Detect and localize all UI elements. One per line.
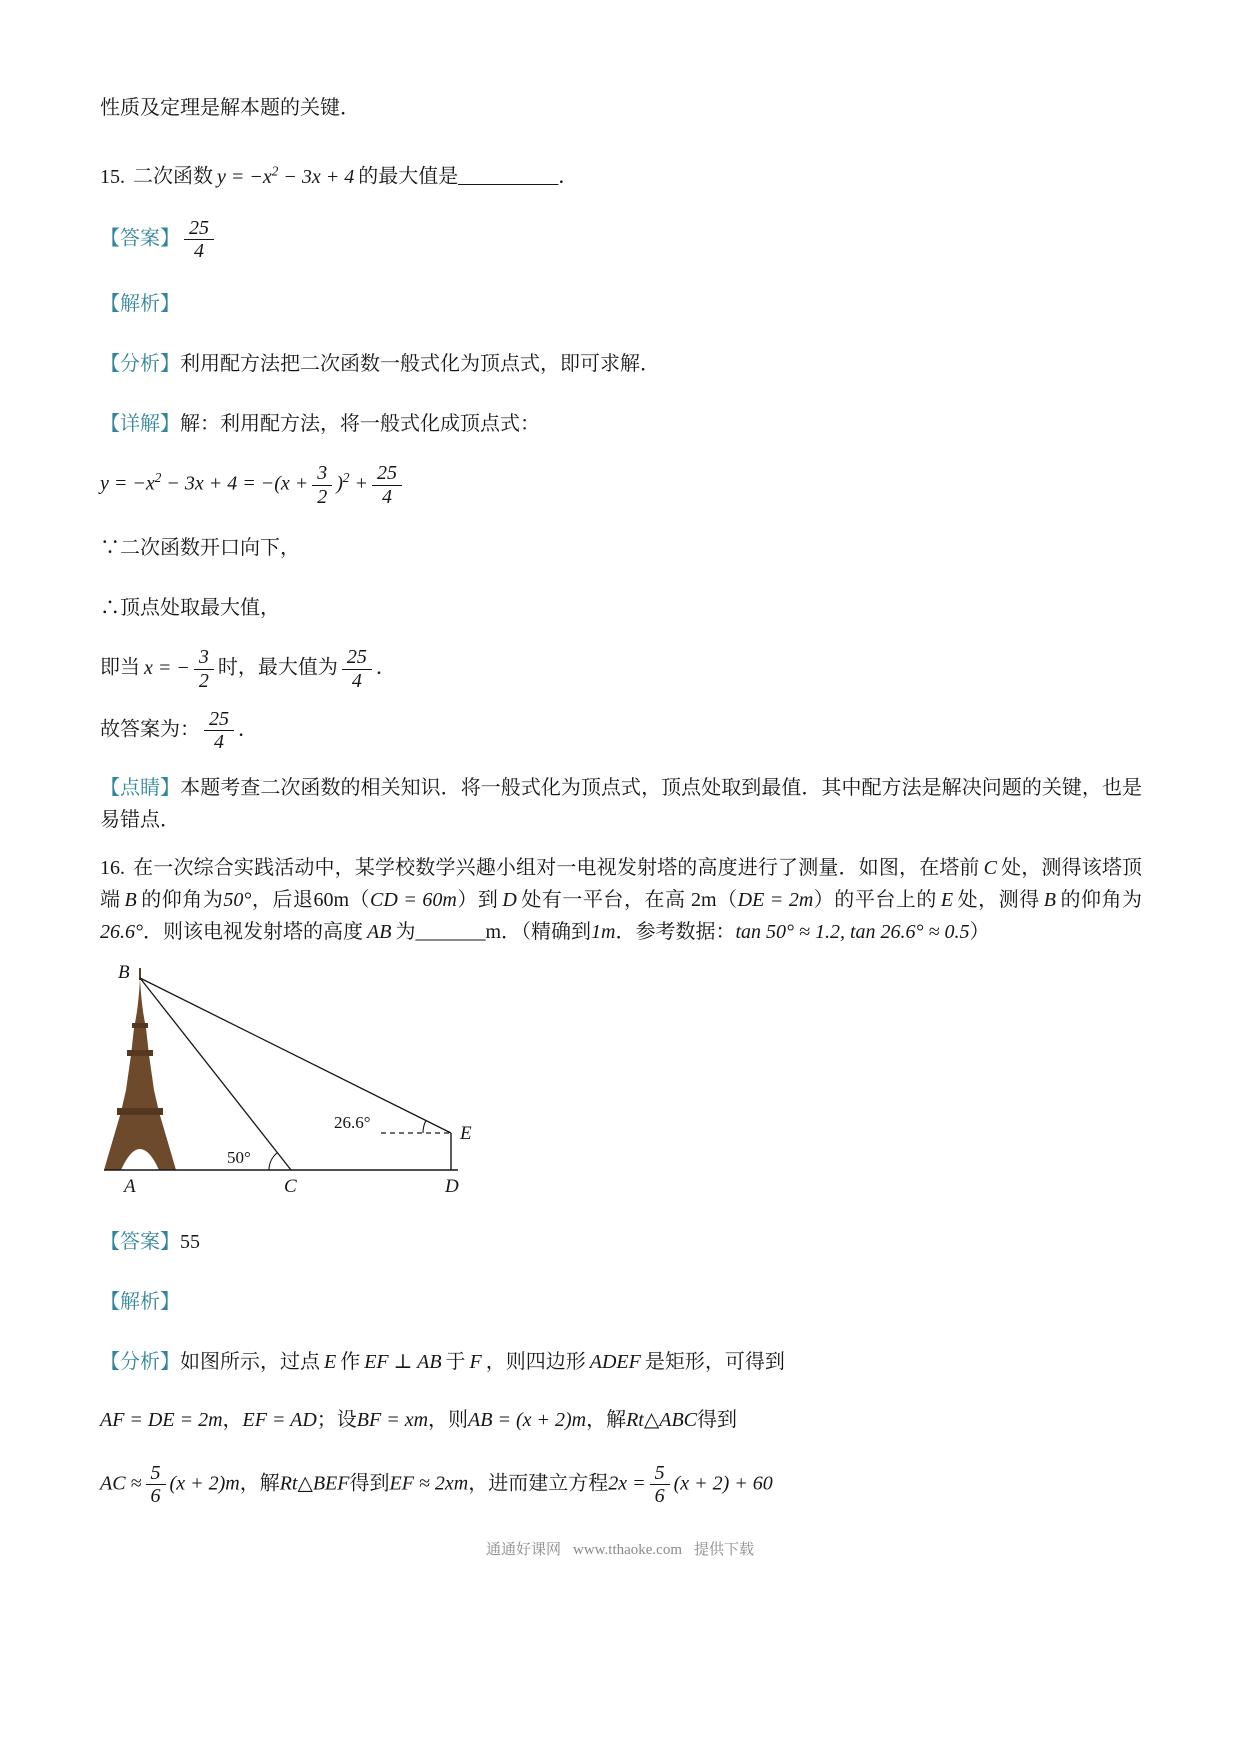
text-run: 解：利用配方法，将一般式化成顶点式： bbox=[180, 413, 540, 436]
math-run: B bbox=[124, 888, 137, 911]
analysis-header-label: 【解析】 bbox=[100, 293, 180, 316]
fraction-numerator: 25 bbox=[204, 708, 234, 731]
math-run: BF = xm bbox=[356, 1408, 429, 1431]
point-label-c: C bbox=[284, 1175, 297, 1197]
sight-line-be bbox=[140, 978, 451, 1133]
figure-16 bbox=[96, 960, 1142, 1202]
question-15-number: 15. bbox=[100, 165, 125, 188]
fraction-denominator: 4 bbox=[194, 240, 204, 263]
text-run: 时，最大值为 bbox=[217, 656, 338, 679]
text-run: ∴顶点处取最大值， bbox=[100, 597, 280, 620]
analysis-label: 【分析】 bbox=[100, 1350, 180, 1373]
max-value-line bbox=[100, 646, 1142, 692]
text-run: ∵二次函数开口向下， bbox=[100, 537, 300, 560]
text-run: 性质及定理是解本题的关键． bbox=[100, 97, 360, 119]
math-run: 50° bbox=[223, 888, 252, 911]
fraction-denominator: 4 bbox=[214, 731, 224, 754]
analysis-16-line2 bbox=[100, 1404, 1142, 1436]
fraction bbox=[184, 217, 214, 263]
math-run: + bbox=[354, 472, 369, 495]
math-run: tan 50° ≈ 1.2, tan 26.6° ≈ 0.5 bbox=[735, 920, 970, 943]
conclusion-line-15 bbox=[100, 708, 1142, 754]
fraction-numerator: 25 bbox=[372, 462, 402, 485]
text-run: 是矩形，可得到 bbox=[644, 1350, 785, 1373]
math-run: E bbox=[324, 1350, 337, 1373]
angle-arc-c bbox=[269, 1152, 277, 1169]
fraction-denominator: 4 bbox=[382, 485, 393, 508]
page-footer bbox=[0, 1538, 1240, 1559]
math-run: E bbox=[940, 888, 954, 911]
exponent: 2 bbox=[342, 470, 350, 486]
text-run: ）到 bbox=[456, 888, 499, 911]
math-run: D bbox=[502, 888, 517, 911]
analysis-header-label: 【解析】 bbox=[100, 1290, 180, 1313]
formula-15 bbox=[100, 462, 1142, 508]
detail-15 bbox=[100, 408, 1142, 440]
text-run: ，后退60m（ bbox=[251, 888, 371, 911]
math-run: ) bbox=[336, 472, 343, 495]
text-run: 本题考查二次函数的相关知识．将一般式化为顶点式，顶点处取到最值．其中配方法是解决问题的关键，也是易错点． bbox=[100, 776, 1143, 831]
math-run: AF = DE = 2m bbox=[100, 1408, 223, 1431]
fraction-denominator: 2 bbox=[317, 485, 328, 508]
point-label-d: D bbox=[445, 1175, 459, 1197]
math-run bbox=[217, 163, 355, 188]
math-run: F bbox=[469, 1350, 482, 1373]
answer-label: 【答案】 bbox=[100, 1230, 180, 1253]
fraction-numerator: 25 bbox=[342, 646, 372, 669]
math-run: EF ⊥ AB bbox=[364, 1350, 442, 1373]
text-run: ． bbox=[238, 718, 258, 741]
text-run: 的最大值是 bbox=[358, 165, 459, 188]
answer-blank: __________ bbox=[458, 165, 559, 188]
answer-15-line bbox=[100, 217, 1142, 263]
text-run: ， bbox=[222, 1408, 243, 1431]
angle-label-c: 50° bbox=[227, 1147, 251, 1167]
math-run: EF = AD bbox=[242, 1408, 317, 1431]
text-run: ． bbox=[375, 656, 396, 679]
text-run: ，解 bbox=[586, 1408, 627, 1431]
math-run: AC ≈ bbox=[100, 1472, 142, 1495]
exponent: 2 bbox=[154, 470, 162, 486]
angle-label-e: 26.6° bbox=[334, 1112, 371, 1132]
math-run: EF ≈ 2xm bbox=[389, 1472, 469, 1495]
angle-arc-e bbox=[423, 1120, 426, 1133]
math-run: Rt△BEF bbox=[279, 1472, 350, 1495]
text-run: ） bbox=[969, 920, 990, 943]
therefore-line bbox=[100, 592, 1142, 624]
math-run: y = −x bbox=[100, 472, 155, 495]
text-run: 二次函数 bbox=[133, 165, 213, 188]
answer-16-line bbox=[100, 1226, 1142, 1258]
analysis-header-16 bbox=[100, 1286, 1142, 1318]
text-run: 如图所示，过点 bbox=[180, 1350, 320, 1373]
math-run: 2x = bbox=[608, 1472, 646, 1495]
point-label-b: B bbox=[118, 961, 130, 983]
fraction-numerator: 5 bbox=[146, 1462, 166, 1485]
math-run: DE = 2m bbox=[737, 888, 814, 911]
text-run: ，解 bbox=[239, 1472, 280, 1495]
math-run: Rt△ABC bbox=[626, 1408, 698, 1431]
because-line bbox=[100, 532, 1142, 564]
math-run: (x + 2)m bbox=[169, 1472, 240, 1495]
analysis-16-line1 bbox=[100, 1346, 1142, 1378]
text-run: 于 bbox=[445, 1350, 466, 1373]
fraction-numerator: 3 bbox=[312, 462, 332, 485]
text-run: m．（精确到 bbox=[485, 920, 591, 943]
question-15 bbox=[100, 160, 1142, 193]
text-run: ；设 bbox=[316, 1408, 357, 1431]
fraction bbox=[204, 708, 234, 754]
text-run: ，则四边形 bbox=[485, 1350, 586, 1373]
fraction-denominator: 2 bbox=[198, 669, 209, 692]
note-15 bbox=[100, 772, 1142, 836]
exponent: 2 bbox=[271, 163, 279, 178]
text-run: ，则 bbox=[428, 1408, 469, 1431]
text-run: 处，测得 bbox=[957, 888, 1040, 911]
footer-suffix: 提供下载 bbox=[694, 1542, 755, 1558]
text-run: ）的平台上的 bbox=[813, 888, 937, 911]
point-label-a: A bbox=[124, 1175, 136, 1197]
math-run: CD = 60m bbox=[370, 888, 457, 911]
point-label-e: E bbox=[460, 1122, 472, 1144]
math-run: 1m bbox=[591, 920, 616, 943]
math-run: AB = (x + 2)m bbox=[468, 1408, 587, 1431]
question-16-number: 16. bbox=[100, 856, 125, 879]
text-run: 利用配方法把二次函数一般式化为顶点式，即可求解． bbox=[180, 353, 660, 376]
fraction-denominator: 6 bbox=[654, 1485, 665, 1508]
text-run: 得到 bbox=[697, 1408, 738, 1431]
text-run: ．参考数据： bbox=[615, 920, 736, 943]
text-run: ．则该电视发射塔的高度 bbox=[143, 920, 363, 943]
math-run: y = −x bbox=[217, 165, 272, 188]
text-run: 处有一平台，在高 2m（ bbox=[520, 888, 738, 911]
math-run: ADEF bbox=[589, 1350, 641, 1373]
analysis-15 bbox=[100, 348, 1142, 380]
footer-site-name: 通通好课网 bbox=[485, 1542, 561, 1558]
fraction bbox=[312, 462, 332, 508]
fraction-denominator: 4 bbox=[351, 669, 362, 692]
text-run: 即当 bbox=[100, 656, 140, 679]
math-run: C bbox=[983, 856, 997, 879]
tower-icon bbox=[104, 968, 176, 1170]
note-label: 【点睛】 bbox=[100, 776, 181, 799]
fraction-numerator: 3 bbox=[194, 646, 214, 669]
analysis-16-line3 bbox=[100, 1462, 1142, 1508]
fraction bbox=[650, 1462, 670, 1508]
analysis-header-15 bbox=[100, 288, 1142, 320]
fraction bbox=[342, 646, 372, 692]
fraction-numerator: 25 bbox=[184, 217, 214, 240]
text-run: 处，测得该塔顶端 bbox=[100, 856, 1143, 911]
text-run: 得到 bbox=[349, 1472, 390, 1495]
math-run: B bbox=[1043, 888, 1056, 911]
math-run: − 3x + 4 bbox=[283, 165, 355, 188]
text-run: 在一次综合实践活动中，某学校数学兴趣小组对一电视发射塔的高度进行了测量．如图，在塔前 bbox=[133, 856, 980, 879]
answer-value: 55 bbox=[180, 1230, 200, 1253]
text-run: 为 bbox=[395, 920, 416, 943]
text-run: ，进而建立方程 bbox=[468, 1472, 609, 1495]
intro-line bbox=[100, 92, 1142, 124]
text-run: 作 bbox=[340, 1350, 361, 1373]
math-run: 26.6° bbox=[100, 920, 143, 943]
text-run: 的仰角为 bbox=[140, 888, 224, 911]
math-run: x = − bbox=[144, 656, 190, 679]
tower-diagram bbox=[96, 960, 496, 1202]
math-run: (x + 2) + 60 bbox=[673, 1472, 773, 1495]
math-run: AB bbox=[367, 920, 392, 943]
answer-label: 【答案】 bbox=[100, 227, 180, 250]
question-16 bbox=[100, 852, 1142, 948]
answer-blank: _______ bbox=[415, 920, 486, 943]
footer-url: www.tthaoke.com bbox=[573, 1542, 682, 1558]
fraction bbox=[146, 1462, 166, 1508]
math-run: − 3x + 4 = −(x + bbox=[166, 472, 309, 495]
detail-label: 【详解】 bbox=[100, 413, 180, 436]
text-run: 的仰角为 bbox=[1059, 888, 1143, 911]
fraction-numerator: 5 bbox=[650, 1462, 670, 1485]
text-run: ． bbox=[558, 165, 579, 188]
text-run: 故答案为： bbox=[100, 718, 200, 741]
fraction bbox=[194, 646, 214, 692]
fraction-denominator: 6 bbox=[150, 1485, 161, 1508]
analysis-label: 【分析】 bbox=[100, 353, 180, 376]
fraction bbox=[372, 462, 402, 508]
